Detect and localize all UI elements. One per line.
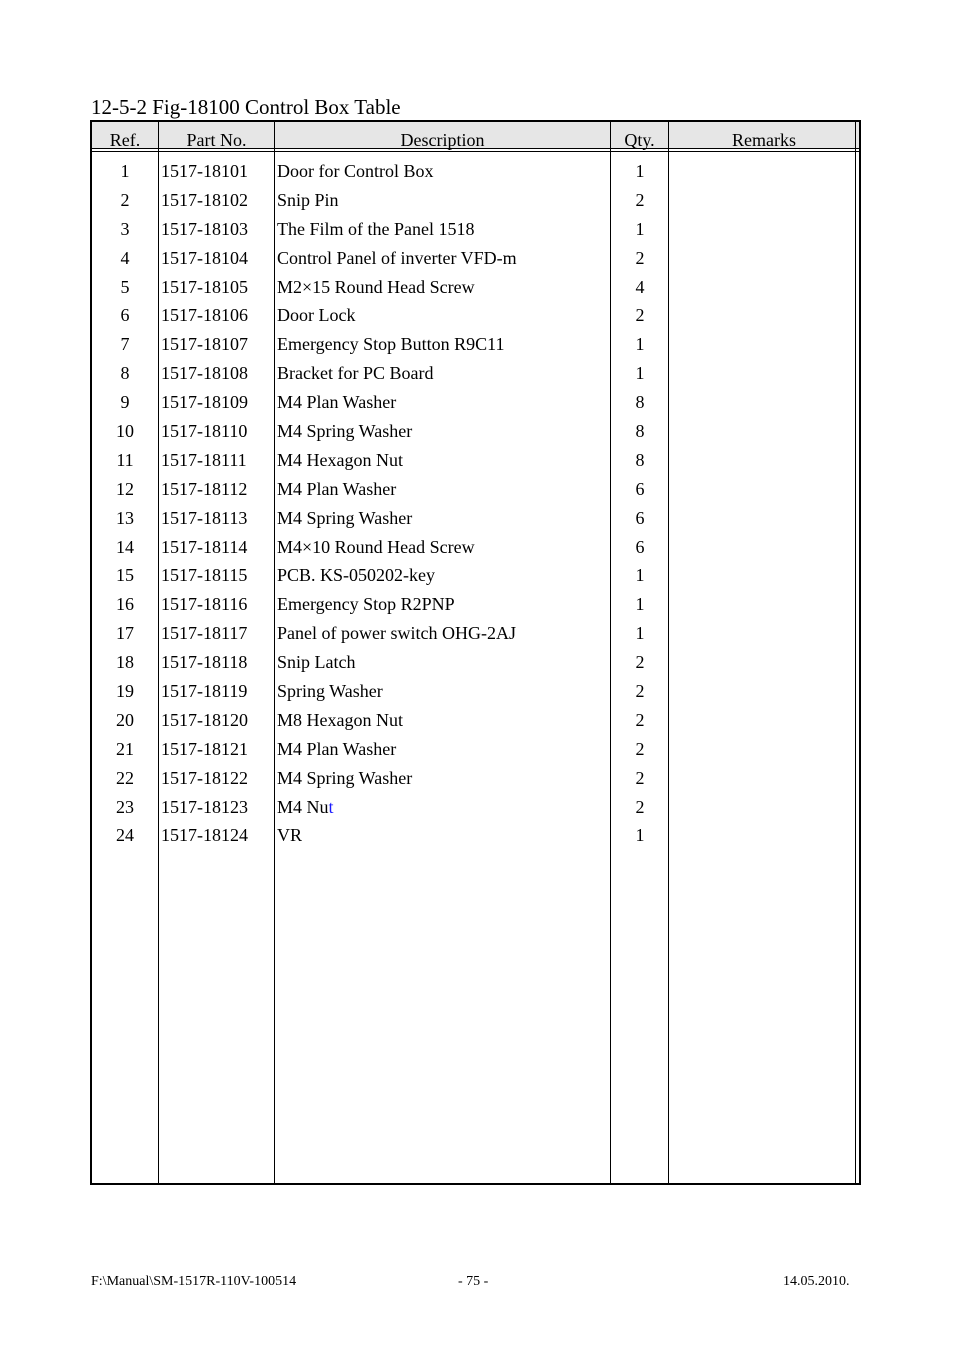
cell-part-no: 1517-18115 [161,565,248,586]
cell-description: M4 Spring Washer [277,507,413,528]
page-title: 12-5-2 Fig-18100 Control Box Table [91,95,401,119]
table-row [92,793,859,822]
cell-description: Door Lock [277,305,356,326]
header-remarks: Remarks [732,130,796,150]
cell-qty: 2 [635,709,645,730]
table-row [92,359,859,388]
table-row [92,186,859,215]
table-row [92,648,859,677]
cell-qty: 2 [635,738,645,759]
cell-ref: 21 [116,738,134,759]
cell-part-no: 1517-18120 [161,709,248,730]
cell-ref: 7 [120,334,130,355]
cell-qty: 1 [635,825,645,846]
cell-qty: 8 [635,449,645,470]
cell-part-no: 1517-18124 [161,825,248,846]
cell-description: M4 Plan Washer [277,738,397,759]
cell-part-no: 1517-18122 [161,767,248,788]
table-row [92,764,859,793]
footer-date: 14.05.2010. [783,1274,850,1289]
cell-description: M4 Plan Washer [277,478,397,499]
cell-qty: 2 [635,796,645,817]
cell-ref: 9 [120,392,130,413]
cell-ref: 17 [116,623,134,644]
cell-part-no: 1517-18118 [161,652,248,673]
cell-part-no: 1517-18108 [161,363,248,384]
table-row [92,821,859,850]
cell-qty: 8 [635,392,645,413]
header-qty: Qty. [624,130,655,150]
cell-part-no: 1517-18116 [161,594,248,615]
cell-part-no: 1517-18121 [161,738,248,759]
table-row [92,706,859,735]
cell-qty: 1 [635,161,645,181]
cell-part-no: 1517-18106 [161,305,248,326]
cell-description: Control Panel of inverter VFD-m [277,247,517,268]
cell-qty: 2 [635,681,645,702]
cell-ref: 22 [116,767,134,788]
cell-part-no: 1517-18103 [161,218,248,239]
parts-table [90,120,861,1185]
cell-part-no: 1517-18104 [161,247,248,268]
cell-description: M4×10 Round Head Screw [277,536,475,557]
cell-part-no: 1517-18107 [161,334,248,355]
cell-description: VR [277,825,303,846]
cell-ref: 1 [120,161,130,181]
table-row [92,533,859,562]
cell-part-no: 1517-18117 [161,623,248,644]
cell-ref: 12 [116,478,134,499]
table-row [92,735,859,764]
cell-part-no: 1517-18123 [161,796,248,817]
cell-description: M4 Nut [277,796,334,817]
cell-qty: 1 [635,218,645,239]
header-part-no: Part No. [186,130,247,150]
table-row [92,215,859,244]
cell-part-no: 1517-18112 [161,478,248,499]
cell-ref: 3 [120,218,130,239]
table-row [92,475,859,504]
cell-qty: 6 [635,478,645,499]
header-description: Description [400,130,485,150]
table-row [92,388,859,417]
table-row [92,330,859,359]
table-row [92,446,859,475]
cell-ref: 8 [120,363,130,384]
cell-description: M4 Plan Washer [277,392,397,413]
cell-ref: 20 [116,709,134,730]
cell-description: Snip Latch [277,652,356,673]
cell-qty: 1 [635,594,645,615]
cell-qty: 1 [635,363,645,384]
cell-description: Panel of power switch OHG-2AJ [277,623,516,644]
cell-qty: 2 [635,767,645,788]
cell-ref: 13 [116,507,134,528]
cell-part-no: 1517-18119 [161,681,248,702]
cell-description: M2×15 Round Head Screw [277,276,475,297]
cell-description: M8 Hexagon Nut [277,709,403,730]
cell-description: Bracket for PC Board [277,363,434,384]
footer-page-number: - 75 - [458,1274,489,1289]
table-row [92,157,859,186]
cell-description: Door for Control Box [277,161,434,181]
table-row [92,590,859,619]
cell-description: M4 Spring Washer [277,767,413,788]
cell-description: M4 Spring Washer [277,421,413,442]
cell-qty: 6 [635,536,645,557]
table-row [92,619,859,648]
table-row [92,417,859,446]
cell-qty: 2 [635,652,645,673]
cell-qty: 4 [635,276,645,297]
cell-ref: 5 [120,276,130,297]
cell-part-no: 1517-18111 [161,449,247,470]
cell-part-no: 1517-18110 [161,421,248,442]
table-row [92,504,859,533]
cell-ref: 19 [116,681,134,702]
cell-part-no: 1517-18114 [161,536,248,557]
cell-part-no: 1517-18105 [161,276,248,297]
cell-qty: 1 [635,623,645,644]
cell-qty: 1 [635,565,645,586]
cell-qty: 2 [635,305,645,326]
cell-ref: 23 [116,796,134,817]
cell-description: Emergency Stop Button R9C11 [277,334,505,355]
cell-ref: 24 [116,825,134,846]
cell-part-no: 1517-18101 [161,161,248,181]
cell-qty: 8 [635,421,645,442]
cell-ref: 11 [116,449,134,470]
cell-description: Spring Washer [277,681,383,702]
cell-ref: 14 [116,536,134,557]
table-row [92,561,859,590]
table-row [92,677,859,706]
header-ref: Ref. [109,130,141,150]
cell-part-no: 1517-18113 [161,507,248,528]
cell-description: M4 Hexagon Nut [277,449,403,470]
cell-qty: 1 [635,334,645,355]
cell-ref: 16 [116,594,134,615]
cell-qty: 2 [635,247,645,268]
table-row [92,273,859,302]
cell-ref: 18 [116,652,134,673]
cell-description: Snip Pin [277,189,339,210]
cell-qty: 2 [635,189,645,210]
cell-ref: 10 [116,421,134,442]
cell-part-no: 1517-18102 [161,189,248,210]
cell-part-no: 1517-18109 [161,392,248,413]
table-row [92,244,859,273]
cell-ref: 6 [120,305,130,326]
table-body [92,157,859,850]
cell-ref: 15 [116,565,134,586]
cell-description: Emergency Stop R2PNP [277,594,455,615]
cell-qty: 6 [635,507,645,528]
table-row [92,301,859,330]
cell-ref: 2 [120,189,130,210]
cell-description: The Film of the Panel 1518 [277,218,475,239]
cell-description: PCB. KS-050202-key [277,565,436,586]
cell-ref: 4 [120,247,130,268]
footer-file-path: F:\Manual\SM-1517R-110V-100514 [91,1274,297,1289]
